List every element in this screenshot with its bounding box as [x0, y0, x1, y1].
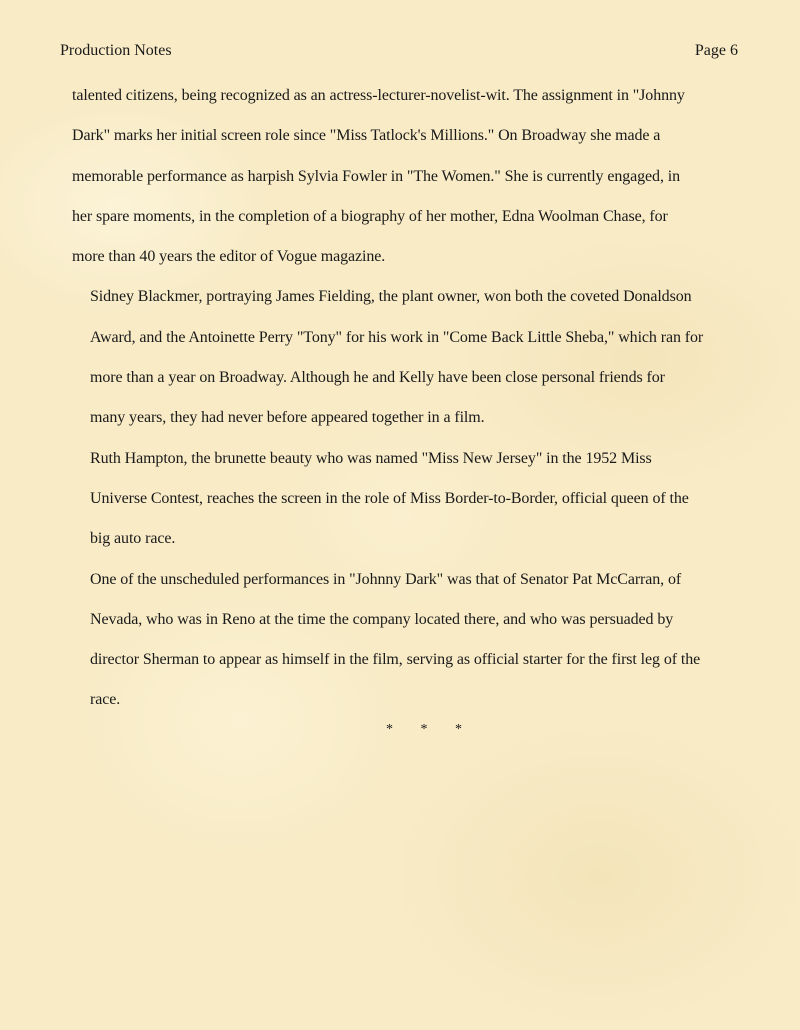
page-header — [60, 42, 738, 64]
text-line: Award, and the Antoinette Perry "Tony" for his work in "Come Back Little Sheba," which ran for — [90, 328, 704, 346]
paragraph — [72, 76, 762, 277]
text-line: her spare moments, in the completion of a biography of her mother, Edna Woolman Chase, for — [72, 207, 668, 225]
text-line: Ruth Hampton, the brunette beauty who was named "Miss New Jersey" in the 1952 Miss — [90, 449, 652, 467]
text-line: director Sherman to appear as himself in the film, serving as official starter for the first leg of the — [90, 651, 701, 669]
text-line: many years, they had never before appeared together in a film. — [90, 409, 485, 427]
paragraph — [72, 277, 762, 438]
header-title: Production Notes — [60, 42, 172, 59]
page-number: Page 6 — [694, 42, 738, 59]
text-line: Dark" marks her initial screen role since "Miss Tatlock's Millions." On Broadway she made a — [72, 127, 661, 145]
text-line: more than a year on Broadway. Although he and Kelly have been close personal friends for — [90, 369, 665, 387]
text-line: big auto race. — [90, 530, 176, 548]
body-text — [72, 76, 762, 721]
text-line: race. — [90, 691, 121, 709]
text-line: Universe Contest, reaches the screen in the role of Miss Border-to-Border, official queen of the — [90, 489, 689, 507]
text-line: memorable performance as harpish Sylvia Fowler in "The Women." She is currently engaged, in — [72, 167, 680, 185]
paragraph — [72, 560, 762, 721]
section-separator: * * * — [386, 722, 474, 737]
text-line: more than 40 years the editor of Vogue magazine. — [72, 248, 386, 266]
text-line: Nevada, who was in Reno at the time the company located there, and who was persuaded by — [90, 610, 674, 628]
text-line: talented citizens, being recognized as an actress-lecturer-novelist-wit. The assignment in "Johnny — [72, 87, 685, 104]
paragraph — [72, 439, 762, 560]
text-line: One of the unscheduled performances in "Johnny Dark" was that of Senator Pat McCarran, of — [90, 570, 682, 588]
text-line: Sidney Blackmer, portraying James Fielding, the plant owner, won both the coveted Donaldson — [90, 288, 692, 306]
